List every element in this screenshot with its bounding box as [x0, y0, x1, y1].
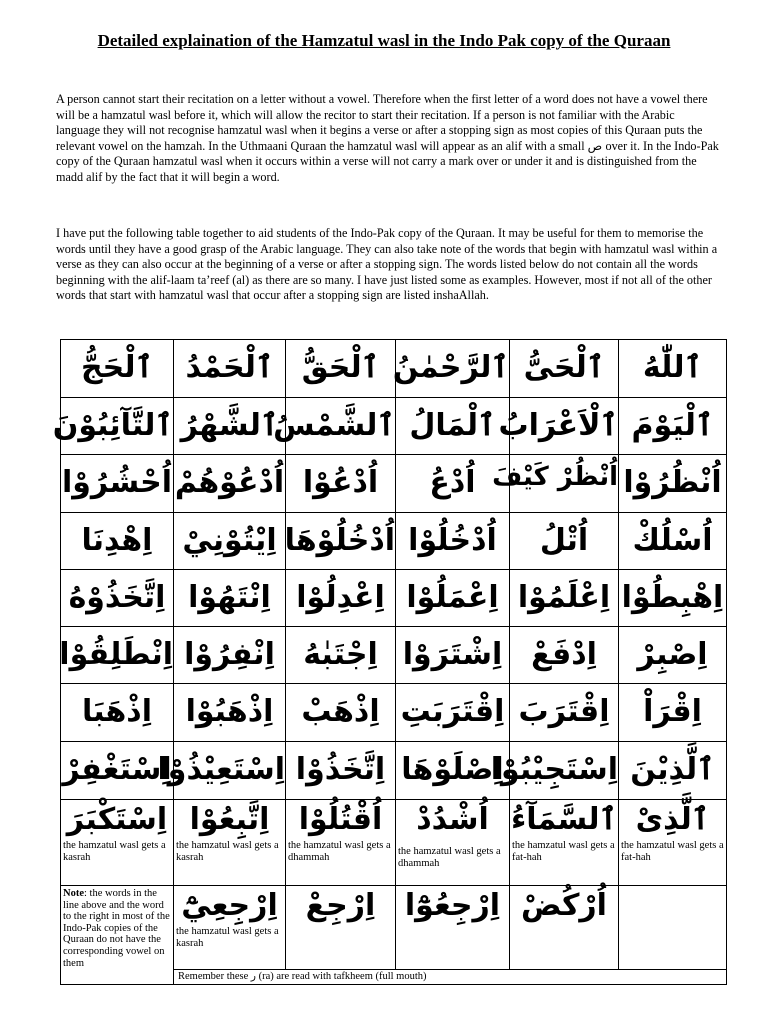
arabic-word: اِسْتَعِيْذُوْا — [157, 752, 285, 787]
empty-cell — [619, 886, 727, 970]
word-cell — [619, 513, 727, 570]
arabic-word: اُقْتُلُوْا — [298, 802, 383, 837]
remember-cell — [174, 970, 727, 985]
table-row — [61, 627, 727, 684]
arabic-word: اِعْلَمُوْا — [517, 580, 611, 615]
word-cell — [396, 800, 510, 886]
arabic-word: اِرْجِعُوْٓا — [404, 888, 501, 923]
arabic-word: ٱلْمَالُ — [409, 408, 496, 443]
word-cell — [157, 742, 286, 800]
arabic-word: اِرْجِعِيْٓ — [181, 888, 278, 923]
word-cell — [619, 455, 727, 513]
arabic-word: اِدْفَعْ — [531, 637, 597, 672]
arabic-word: اِقْتَرَبَ — [518, 694, 610, 729]
word-cell — [286, 340, 396, 398]
table-row — [61, 340, 727, 398]
word-cell — [61, 340, 174, 398]
arabic-word: اِسْتَجِيْبُوْا — [490, 752, 618, 787]
arabic-word: اِصْلَوْهَا — [401, 752, 504, 787]
word-cell — [396, 398, 510, 455]
arabic-word: اُشْدُدْ — [416, 802, 489, 837]
word-cell — [61, 627, 174, 684]
arabic-word: اِنْطَلِقُوْا — [59, 637, 173, 672]
arabic-word: اِيْتُوْنِيْ — [182, 523, 277, 558]
note-text — [61, 886, 173, 971]
word-cell — [498, 398, 619, 455]
word-cell — [510, 800, 619, 886]
arabic-word: اِتَّخَذُوْا — [295, 752, 386, 787]
word-cell — [396, 684, 510, 742]
vowel-note: the hamzatul wasl gets a dhammah — [398, 846, 501, 869]
word-cell — [286, 886, 396, 970]
arabic-word: اِقْرَاْ — [643, 694, 702, 729]
remember-text: Remember these ر (ra) are read with tafkheem (full mouth) — [178, 971, 427, 982]
arabic-word: اِرْجِعْ — [305, 888, 376, 923]
arabic-word: ٱلتَّآئِبُوْنَ — [52, 408, 173, 443]
table-purpose-paragraph: I have put the following table together to aid students of the Indo-Pak copy of the Quraan. It may be useful for them to memorise the words until they have a good grasp of the Arabic language. They can also take note of the words that begin with hamzatul wasl within a verse as they can also occur at the beginning of a verse or after a stopping sign. The words listed below do not contain all the words beginning with the alif-laam ta’reef (al) as there are so many. I have just listed some as examples. However, most if not all of the other words that start with hamzatul wasl that occur after a stopping sign are listed inshaAllah. — [56, 226, 718, 303]
arabic-word: اُتْلُ — [539, 523, 589, 558]
word-cell — [286, 570, 396, 627]
arabic-word: ٱلْاَعْرَابُ — [498, 408, 618, 443]
word-cell — [286, 742, 396, 800]
word-cell — [510, 340, 619, 398]
arabic-word: اِشْتَرَوْا — [402, 637, 503, 672]
arabic-word: اِعْمَلُوْا — [406, 580, 499, 615]
arabic-word: ٱلسَّمَآءُ — [510, 802, 618, 837]
table-row — [61, 513, 727, 570]
word-cell — [510, 513, 619, 570]
word-cell — [492, 455, 619, 513]
word-cell — [286, 800, 396, 886]
arabic-word: اِذْهَبُوْا — [185, 694, 274, 729]
vowel-note: the hamzatul wasl gets a kasrah — [176, 926, 279, 949]
table-row — [61, 800, 727, 886]
word-cell — [619, 684, 727, 742]
arabic-word: اُسْلُكْ — [632, 523, 713, 558]
arabic-word: اِقْتَرَبَتِ — [400, 694, 505, 729]
note-body: : the words in the line above and the word to the right in most of the Indo-Pak copies of the Quraan do not have the corresponding vowel on them — [63, 888, 170, 969]
arabic-word: اِتَّبِعُوْا — [189, 802, 270, 837]
note-cell — [61, 886, 174, 985]
word-cell — [619, 742, 727, 800]
intro-paragraph: A person cannot start their recitation on a letter without a vowel. Therefore when the first letter of a word does not have a vowel there will be a hamzatul wasl before it, which will allow the recitor to start their recitation. If a person is not familiar with the Arabic language they will not recognise hamzatul wasl when it begins a verse or after a stopping sign as most copies of this Quraan puts the relevant vowel on the hamzah. In the Uthmaani Quraan the hamzatul wasl will appear as an alif with a small ص over it. In the Indo-Pak copy of the Quraan hamzatul wasl when it occurs within a verse will not carry a mark over or under it and is distinguished from the madd alif by the fact that it will begin a word. — [56, 92, 719, 184]
word-cell — [510, 570, 619, 627]
arabic-word: اُرْكُضْ — [521, 888, 607, 923]
arabic-word: اِعْدِلُوْا — [296, 580, 385, 615]
arabic-word: اِنْتَهُوْا — [188, 580, 271, 615]
table-row — [61, 742, 727, 800]
arabic-word: ٱلَّذِيْنَ — [630, 752, 715, 787]
table-row — [61, 570, 727, 627]
arabic-word: ٱلشَّمْسُ — [273, 408, 395, 443]
hamzatul-wasl-table — [52, 339, 727, 985]
page-title: Detailed explaination of the Hamzatul wasl in the Indo Pak copy of the Quraan — [97, 31, 671, 50]
word-cell — [174, 570, 286, 627]
arabic-word: اُنْظُرُوْا — [623, 465, 722, 500]
word-cell — [619, 627, 727, 684]
word-cell — [61, 742, 174, 800]
arabic-word: ٱلْحَقُّ — [301, 350, 380, 385]
word-cell — [619, 800, 727, 886]
vowel-note: the hamzatul wasl gets a dhammah — [288, 840, 391, 863]
table-row — [61, 684, 727, 742]
word-cell — [174, 684, 286, 742]
word-cell — [174, 886, 286, 970]
note-label: Note — [63, 888, 84, 899]
table-row — [61, 886, 727, 970]
word-cell — [61, 684, 174, 742]
arabic-word: اُدْخُلُوْا — [408, 523, 497, 558]
word-cell — [61, 513, 174, 570]
arabic-word: اِهْدِنَا — [81, 523, 153, 558]
arabic-word: ٱللّٰهُ — [642, 350, 703, 385]
arabic-word: اِصْبِرْ — [637, 637, 708, 672]
word-cell — [174, 398, 286, 455]
word-cell — [273, 398, 396, 455]
arabic-word: اُدْخُلُوْهَا — [284, 523, 395, 558]
arabic-word: اِنْفِرُوْا — [184, 637, 275, 672]
word-cell — [61, 455, 174, 513]
arabic-word: ٱلْحَىُّ — [523, 350, 605, 385]
arabic-word: اُحْشُرُوْا — [61, 465, 173, 500]
arabic-word: اِهْبِطُوْا — [621, 580, 724, 615]
word-cell — [52, 398, 174, 455]
arabic-word: اُنْظُرْ كَيْفَ — [492, 462, 618, 492]
vowel-note: the hamzatul wasl gets a fat-hah — [512, 840, 615, 863]
word-cell — [174, 627, 286, 684]
arabic-word: ٱلْحَجُّ — [80, 350, 154, 385]
word-cell — [286, 684, 396, 742]
word-cell — [490, 742, 619, 800]
table-row — [61, 398, 727, 455]
word-cell — [619, 398, 727, 455]
arabic-word: اِذْهَبْ — [301, 694, 380, 729]
arabic-word: ٱلْحَمْدُ — [185, 350, 274, 385]
vowel-note: the hamzatul wasl gets a fat-hah — [621, 840, 724, 863]
word-cell — [619, 340, 727, 398]
vowel-note: the hamzatul wasl gets a kasrah — [176, 840, 279, 863]
word-cell — [286, 455, 396, 513]
word-cell — [61, 570, 174, 627]
arabic-word: اُدْعُوْا — [302, 465, 379, 500]
word-cell — [174, 800, 286, 886]
arabic-word: اُدْعُوْهُمْ — [174, 465, 285, 500]
arabic-word: اِسْتَكْبَرَ — [66, 802, 168, 837]
arabic-word: اِتَّخَذُوْهُ — [68, 580, 166, 615]
word-cell — [510, 886, 619, 970]
word-cell — [174, 455, 286, 513]
word-cell — [174, 340, 286, 398]
word-cell — [396, 513, 510, 570]
word-cell — [619, 570, 727, 627]
word-cell — [510, 627, 619, 684]
word-cell — [396, 627, 510, 684]
arabic-word: ٱلرَّحْمٰنُ — [392, 350, 509, 385]
arabic-word: اُدْعُ — [429, 465, 476, 500]
word-cell — [61, 800, 174, 886]
word-cell — [396, 570, 510, 627]
arabic-word: اِذْهَبَا — [82, 694, 152, 729]
word-cell — [392, 340, 510, 398]
table-row — [61, 455, 727, 513]
vowel-note: the hamzatul wasl gets a kasrah — [63, 840, 166, 863]
arabic-word: ٱلَّذِىْ — [635, 802, 710, 837]
word-cell — [286, 513, 396, 570]
arabic-word: ٱلْيَوْمَ — [631, 408, 714, 443]
word-cell — [286, 627, 396, 684]
arabic-word: اِسْتَغْفِرْ — [62, 752, 172, 787]
word-cell — [396, 886, 510, 970]
arabic-word: اِجْتَبٰهُ — [303, 637, 378, 672]
arabic-word: ٱلشَّهْرُ — [180, 408, 279, 443]
word-cell — [510, 684, 619, 742]
word-cell — [174, 513, 286, 570]
